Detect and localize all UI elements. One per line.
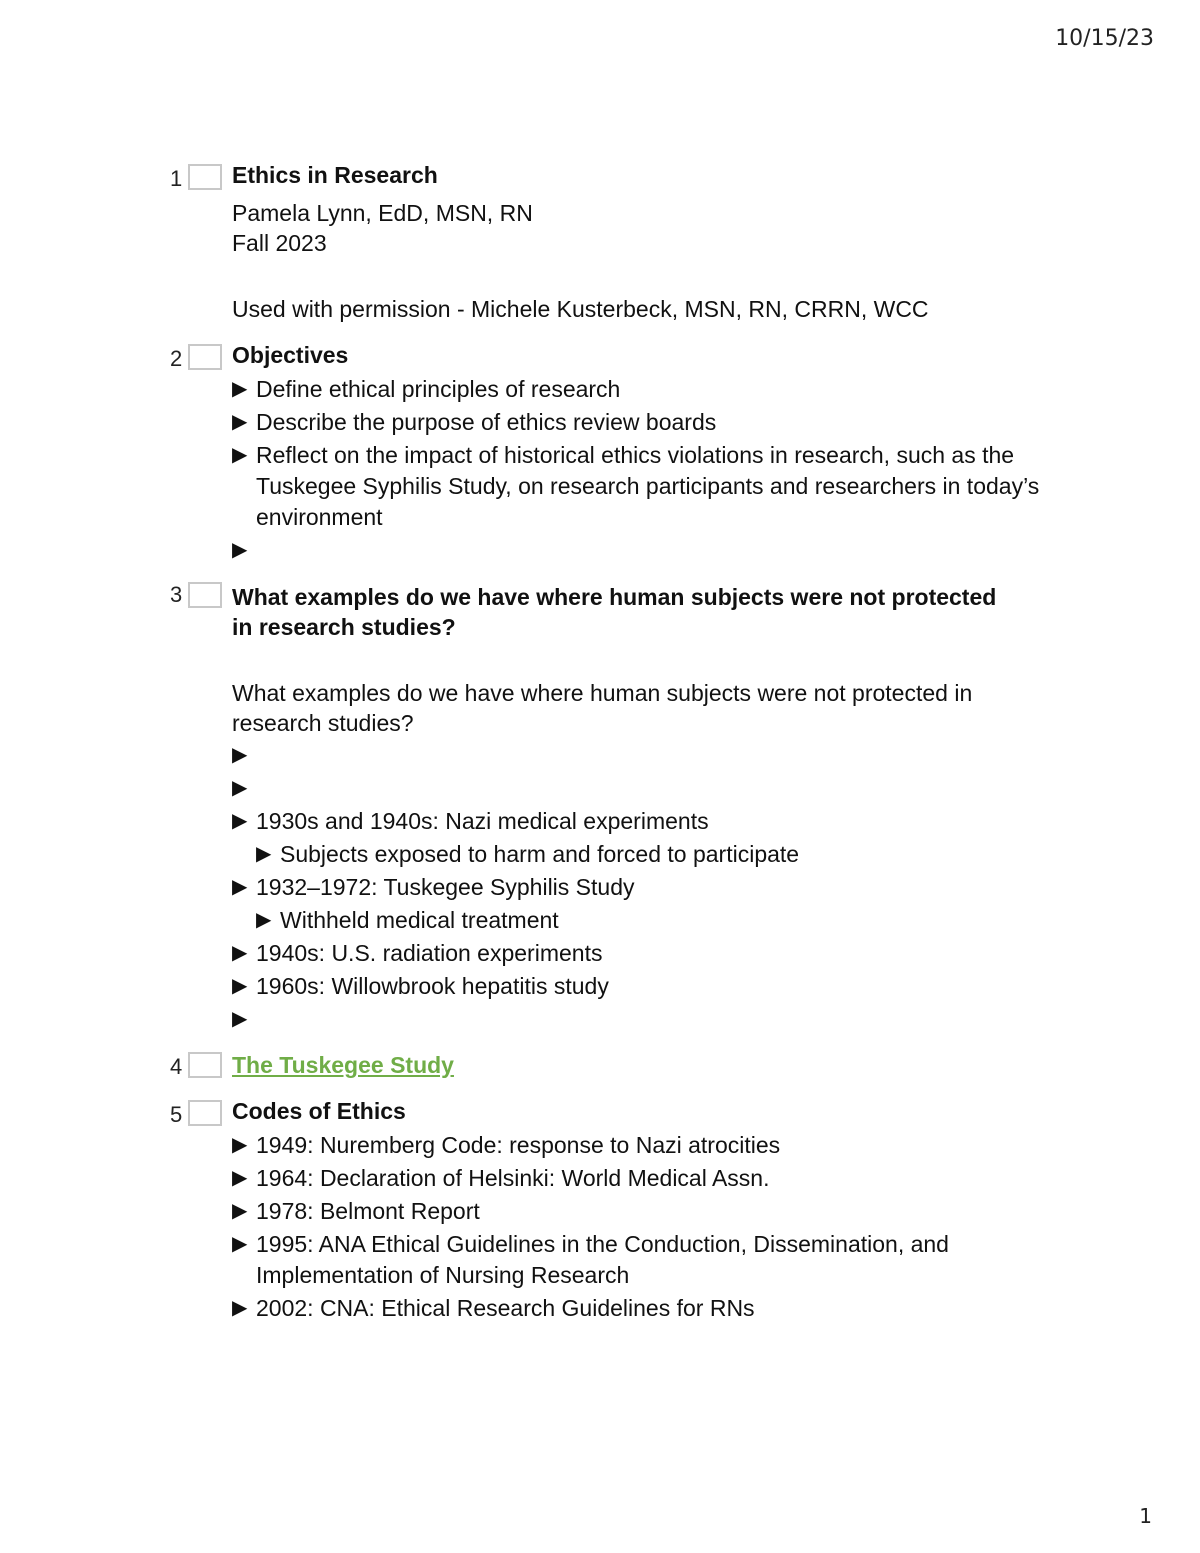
bullet-arrow-icon: ▶: [232, 444, 248, 466]
slide-thumbnail-checkbox[interactable]: [188, 582, 222, 608]
slide-content: [232, 582, 1062, 1037]
bullet-item: ▶ 2002: CNA: Ethical Research Guidelines for RNs: [232, 1293, 1062, 1324]
bullet-arrow-icon: ▶: [232, 1297, 248, 1319]
term-line: Fall 2023: [232, 230, 327, 256]
bullet-item: [232, 535, 1062, 566]
slide-number: 3: [170, 582, 183, 607]
slide-thumbnail-checkbox[interactable]: [188, 1052, 222, 1078]
bullet-item: ▶ 1995: ANA Ethical Guidelines in the Conduction, Dissemination, and Implementation of Nursing Research: [232, 1231, 949, 1288]
slide-number: 1: [170, 166, 183, 191]
slide-title: What examples do we have where human subjects were not protected in research studies?: [232, 584, 997, 640]
bullet-arrow-icon: ▶: [232, 1233, 248, 1255]
bullet-item: ▶ 1978: Belmont Report: [232, 1196, 1062, 1227]
slide-thumbnail-checkbox[interactable]: [188, 164, 222, 190]
blank-line: [232, 258, 1062, 294]
page-date: 10/15/23: [1055, 26, 1154, 51]
bullet-item: ▶ 1930s and 1940s: Nazi medical experiments: [232, 806, 1062, 837]
bullet-arrow-icon: ▶: [232, 1008, 248, 1030]
bullet-item: ▶ 1949: Nuremberg Code: response to Nazi atrocities: [232, 1130, 1062, 1161]
bullet-item: [232, 740, 1062, 771]
page-number: 1: [1139, 1504, 1152, 1528]
bullet-arrow-icon: ▶: [232, 975, 248, 997]
permission-line: Used with permission - Michele Kusterbeck, MSN, RN, CRRN, WCC: [232, 296, 929, 322]
slide-content: [232, 1050, 1062, 1080]
bullet-arrow-icon: ▶: [232, 411, 248, 433]
bullet-item: [232, 773, 1062, 804]
slide-number: 4: [170, 1054, 183, 1079]
bullet-arrow-icon: ▶: [232, 942, 248, 964]
slide-title: Ethics in Research: [232, 162, 438, 188]
bullet-item: [232, 1004, 1062, 1035]
bullet-arrow-icon: ▶: [232, 1134, 248, 1156]
bullet-item: ▶ Define ethical principles of research: [232, 374, 1062, 405]
bullet-arrow-icon: ▶: [232, 777, 248, 799]
slide-number: 2: [170, 346, 183, 371]
slide-body: What examples do we have where human subjects were not protected in research studies?: [232, 680, 973, 736]
bullet-item: ▶ 1960s: Willowbrook hepatitis study: [232, 971, 1062, 1002]
bullet-arrow-icon: ▶: [232, 1200, 248, 1222]
bullet-arrow-icon: ▶: [232, 378, 248, 400]
bullet-item: ▶ 1932–1972: Tuskegee Syphilis Study: [232, 872, 1062, 903]
slide-thumbnail-checkbox[interactable]: [188, 344, 222, 370]
slide-title: Objectives: [232, 342, 349, 368]
slide-thumbnail-checkbox[interactable]: [188, 1100, 222, 1126]
bullet-item: ▶ 1940s: U.S. radiation experiments: [232, 938, 1062, 969]
bullet-arrow-icon: ▶: [256, 909, 272, 931]
sub-bullet-item: ▶ Subjects exposed to harm and forced to participate: [232, 839, 1062, 870]
slide-content: [232, 160, 1062, 324]
bullet-arrow-icon: ▶: [256, 843, 272, 865]
slide-title: Codes of Ethics: [232, 1098, 406, 1124]
author-line: Pamela Lynn, EdD, MSN, RN: [232, 200, 533, 226]
slide-content: [232, 1096, 1062, 1326]
bullet-item: ▶ 1964: Declaration of Helsinki: World Medical Assn.: [232, 1163, 1062, 1194]
bullet-arrow-icon: ▶: [232, 539, 248, 561]
bullet-item: ▶ Describe the purpose of ethics review boards: [232, 407, 1062, 438]
slide-content: [232, 340, 1062, 568]
bullet-arrow-icon: ▶: [232, 1167, 248, 1189]
slide-title-link[interactable]: The Tuskegee Study: [232, 1052, 454, 1078]
bullet-arrow-icon: ▶: [232, 810, 248, 832]
slide-number: 5: [170, 1102, 183, 1127]
sub-bullet-item: ▶ Withheld medical treatment: [232, 905, 1062, 936]
bullet-arrow-icon: ▶: [232, 876, 248, 898]
bullet-arrow-icon: ▶: [232, 744, 248, 766]
bullet-item: ▶ Reflect on the impact of historical ethics violations in research, such as the Tuskegee Syphilis Study, on research participants and researchers in today’s environment: [232, 442, 1040, 530]
